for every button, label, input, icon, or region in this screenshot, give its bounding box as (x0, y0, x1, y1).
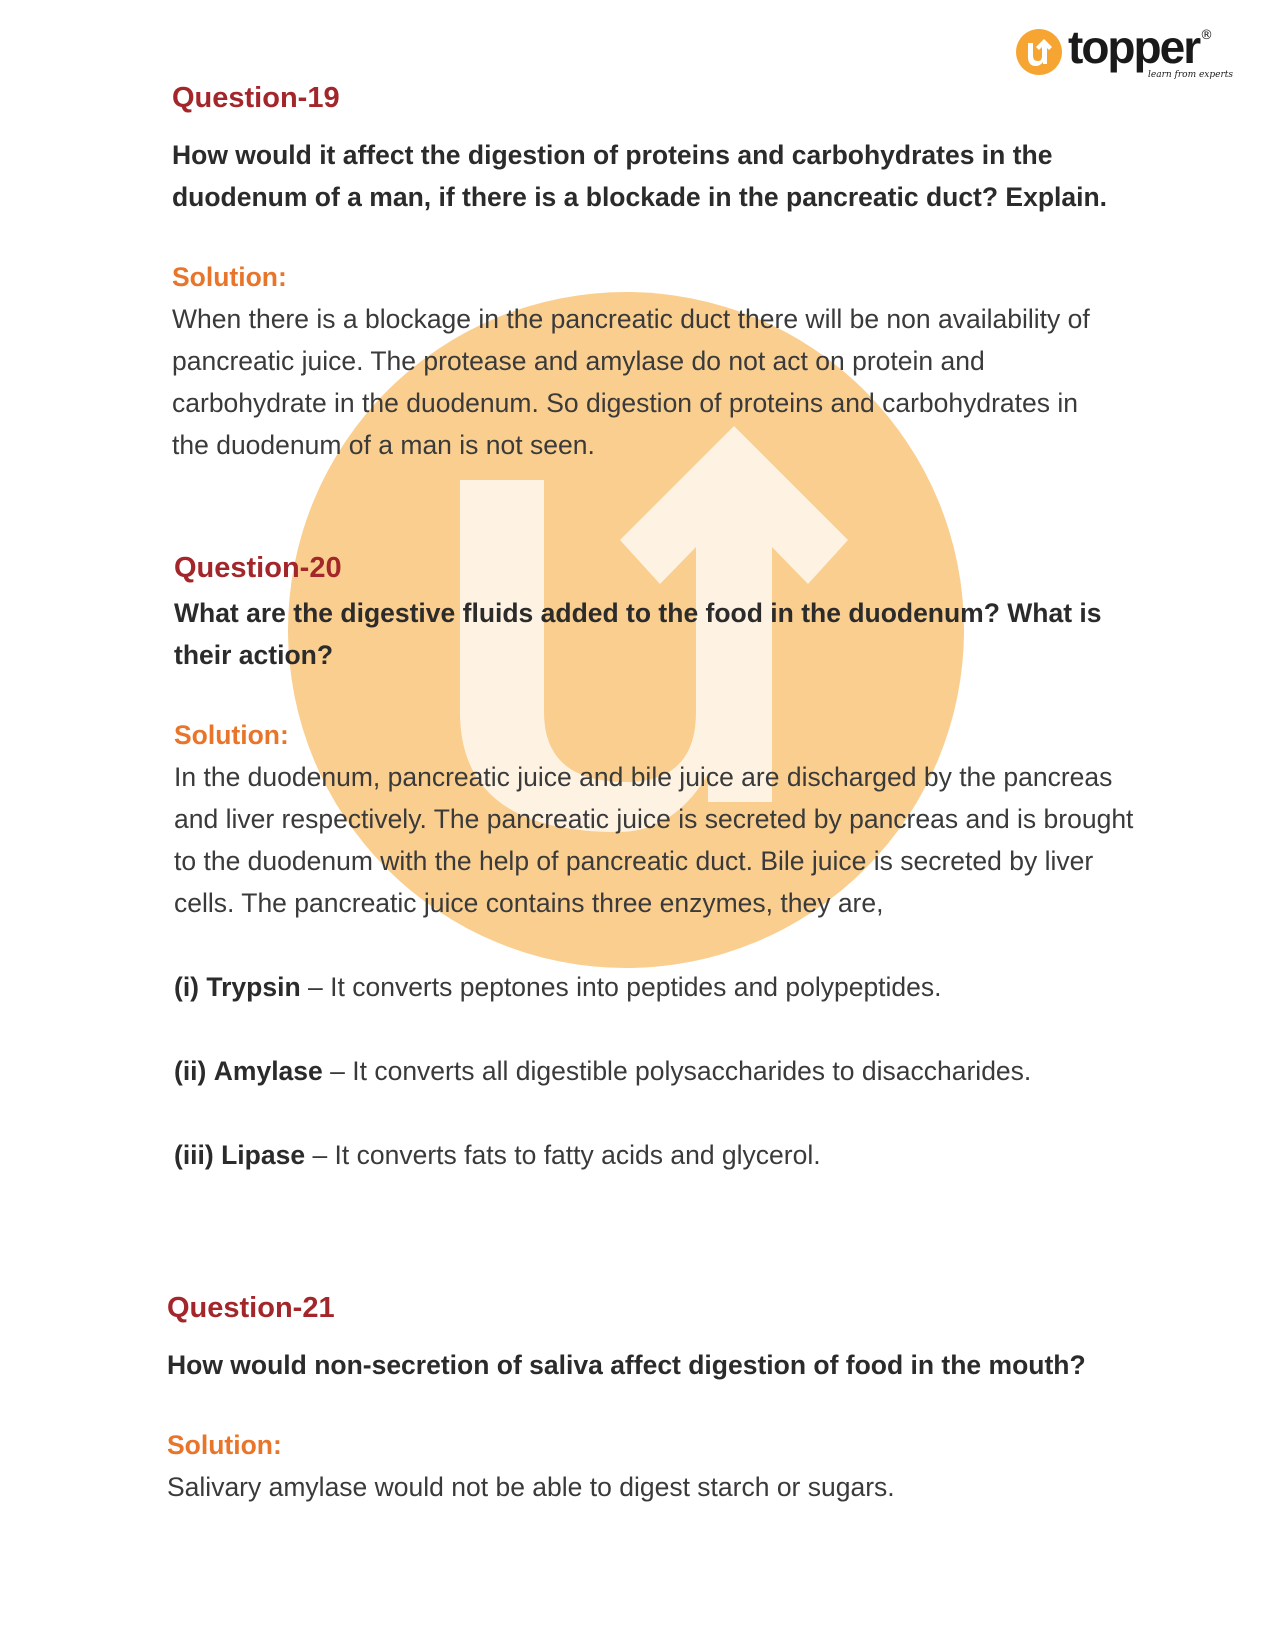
question-text: What are the digestive fluids added to the food in the duodenum? What is their action? (174, 598, 1102, 670)
enzyme-description: – It converts fats to fatty acids and glycerol. (312, 1140, 821, 1170)
question-block (172, 78, 1132, 466)
enzyme-item (174, 1050, 1134, 1092)
question-title: Question-21 (167, 1292, 335, 1324)
question-text: How would non-secretion of saliva affect digestion of food in the mouth? (167, 1350, 1086, 1380)
question-text: How would it affect the digestion of proteins and carbohydrates in the duodenum of a man, if there is a blockade in the pancreatic duct? Explain. (172, 140, 1108, 212)
enzyme-index: (iii) (174, 1140, 214, 1170)
enzyme-index: (i) (174, 972, 200, 1002)
solution-text: When there is a blockage in the pancreatic duct there will be non availability of pancreatic juice. The protease and amylase do not act on protein and carbohydrate in the duodenum. So digestion of proteins and carbohydrates in the duodenum of a man is not seen. (172, 304, 1090, 460)
enzyme-index: (ii) (174, 1056, 207, 1086)
solution-label: Solution: (174, 720, 289, 750)
solution-text: Salivary amylase would not be able to digest starch or sugars. (167, 1472, 895, 1502)
solution-label: Solution: (167, 1430, 282, 1460)
solution-text: In the duodenum, pancreatic juice and bile juice are discharged by the pancreas and liver respectively. The pancreatic juice is secreted by pancreas and is brought to the duodenum with the help of pancreatic duct. Bile juice is secreted by liver cells. The pancreatic juice contains three enzymes, they are, (174, 762, 1134, 918)
question-block (174, 548, 1134, 1176)
question-block (167, 1288, 1127, 1508)
enzyme-name: Trypsin (206, 972, 301, 1002)
enzyme-item (174, 1134, 1134, 1176)
enzyme-name: Amylase (213, 1056, 323, 1086)
enzyme-description: – It converts all digestible polysaccharides to disaccharides. (330, 1056, 1032, 1086)
enzyme-item (174, 966, 1134, 1008)
logo-tagline: learn from experts (1148, 70, 1234, 80)
question-title: Question-20 (174, 552, 342, 584)
topper-logo (1016, 21, 1234, 86)
topper-logo-icon (1016, 29, 1062, 75)
logo-wordmark: topper (1068, 21, 1200, 73)
enzyme-name: Lipase (221, 1140, 306, 1170)
solution-label: Solution: (172, 262, 287, 292)
enzyme-description: – It converts peptones into peptides and polypeptides. (308, 972, 942, 1002)
registered-mark: ® (1200, 28, 1213, 43)
question-title: Question-19 (172, 82, 340, 114)
